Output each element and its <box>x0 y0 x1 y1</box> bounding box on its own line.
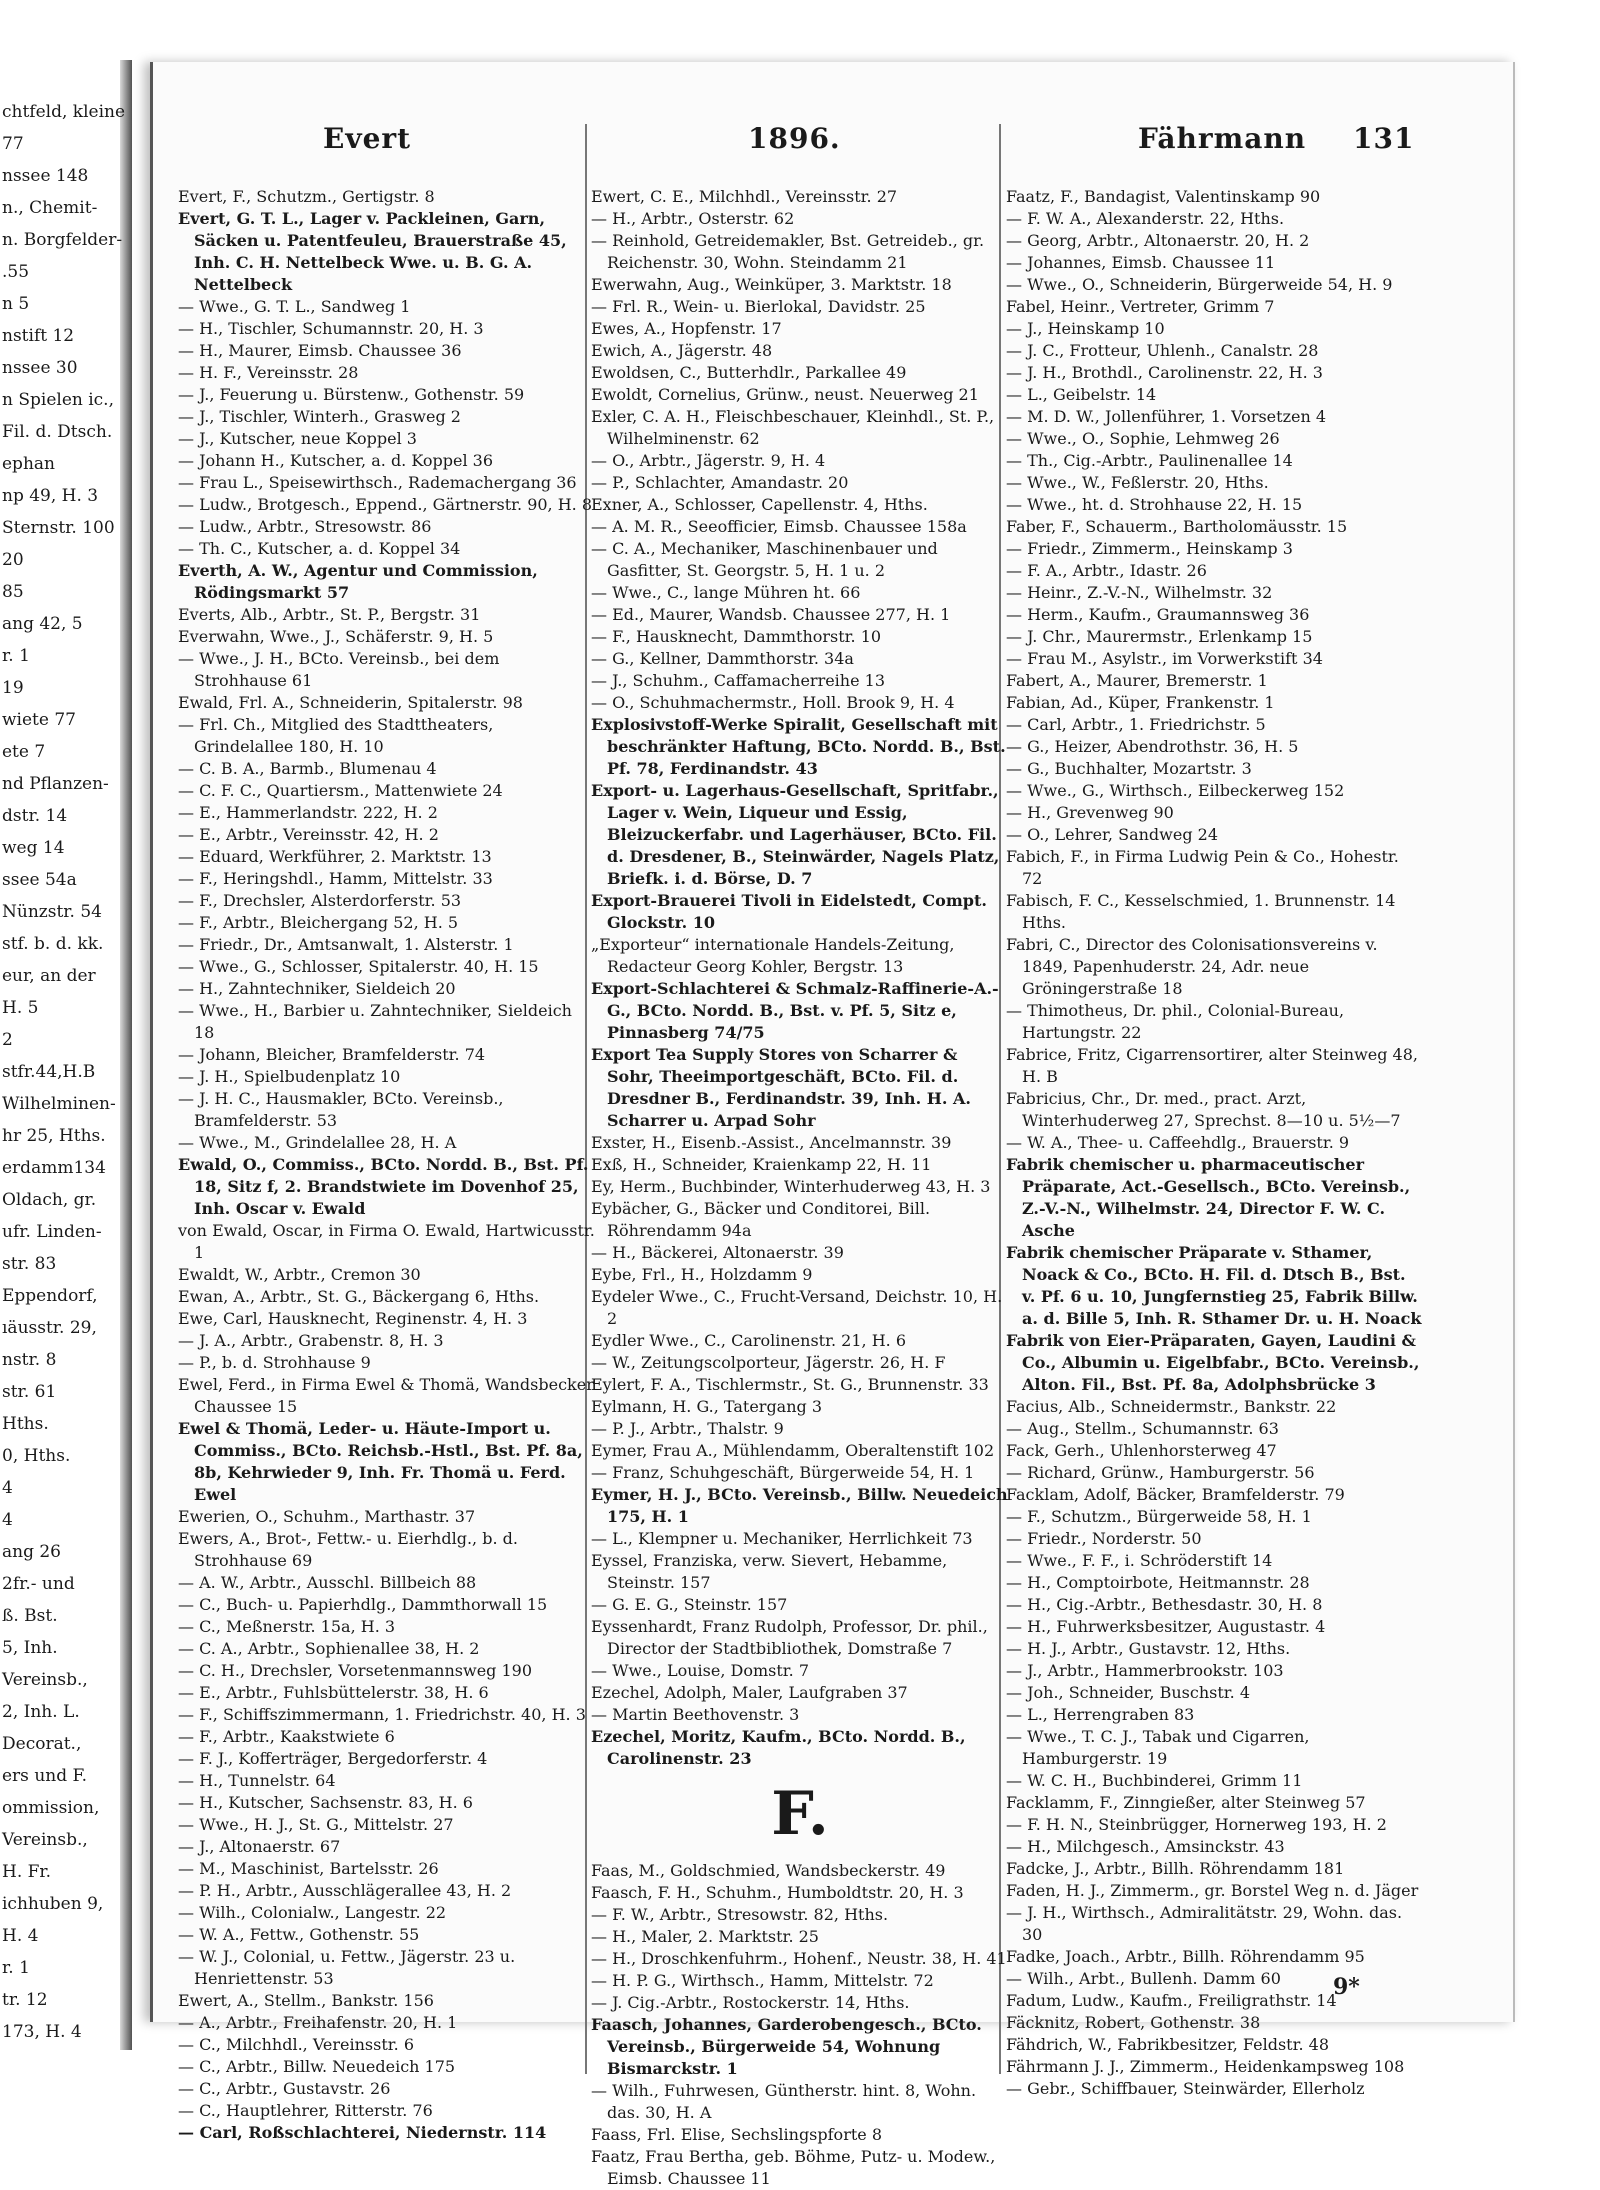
directory-entry: Eydeler Wwe., C., Frucht-Versand, Deichstr. 10, H. 2 <box>591 1287 1003 1328</box>
directory-entry: Ewich, A., Jägerstr. 48 <box>591 341 773 360</box>
facing-page-line: H. Fr. <box>2 1862 52 1882</box>
facing-page-line: Oldach, gr. <box>2 1190 97 1210</box>
directory-entry: — Wwe., F. F., i. Schröderstift 14 <box>1006 1551 1273 1570</box>
directory-entry: Eybe, Frl., H., Holzdamm 9 <box>591 1265 813 1284</box>
directory-entry: — Wilh., Fuhrwesen, Güntherstr. hint. 8, Wohn. das. 30, H. A <box>591 2081 977 2122</box>
directory-entry: — Frau L., Speisewirthsch., Rademachergang 36 <box>178 473 577 492</box>
facing-page-line: ommission, <box>2 1798 100 1818</box>
facing-page-line: ichhuben 9, <box>2 1894 104 1914</box>
directory-entry: — J., Feuerung u. Bürstenw., Gothenstr. 59 <box>178 385 525 404</box>
directory-entry: — J. H., Spielbudenplatz 10 <box>178 1067 401 1086</box>
directory-entry: Eylert, F. A., Tischlermstr., St. G., Brunnenstr. 33 <box>591 1375 989 1394</box>
directory-entry: Ey, Herm., Buchbinder, Winterhuderweg 43, H. 3 <box>591 1177 991 1196</box>
directory-entry: — F., Hausknecht, Dammthorstr. 10 <box>591 627 882 646</box>
directory-entry: — W. J., Colonial, u. Fettw., Jägerstr. 23 u. Henriettenstr. 53 <box>178 1947 516 1988</box>
directory-entry: Fadcke, J., Arbtr., Billh. Röhrendamm 181 <box>1006 1859 1345 1878</box>
facing-page-line: nssee 30 <box>2 358 78 378</box>
directory-entry: Evert, F., Schutzm., Gertigstr. 8 <box>178 187 435 206</box>
directory-entry: Ewerwahn, Aug., Weinküper, 3. Marktstr. 18 <box>591 275 952 294</box>
directory-entry: — Wwe., G. T. L., Sandweg 1 <box>178 297 411 316</box>
directory-entry: — Ed., Maurer, Wandsb. Chaussee 277, H. 1 <box>591 605 951 624</box>
directory-entry: — C., Arbtr., Gustavstr. 26 <box>178 2079 391 2098</box>
directory-entry: — H., Maurer, Eimsb. Chaussee 36 <box>178 341 462 360</box>
facing-page-line: 2fr.- und <box>2 1574 75 1594</box>
directory-entry: — J. A., Arbtr., Grabenstr. 8, H. 3 <box>178 1331 444 1350</box>
directory-entry: Faatz, Frau Bertha, geb. Böhme, Putz- u. Modew., Eimsb. Chaussee 11 <box>591 2147 996 2188</box>
directory-entry: — Frau M., Asylstr., im Vorwerkstift 34 <box>1006 649 1323 668</box>
facing-page-line: n Spielen ic., <box>2 390 114 410</box>
directory-entry: — G., Buchhalter, Mozartstr. 3 <box>1006 759 1252 778</box>
directory-entry: Fähdrich, W., Fabrikbesitzer, Feldstr. 48 <box>1006 2035 1330 2054</box>
directory-entry: Ewerien, O., Schuhm., Marthastr. 37 <box>178 1507 476 1526</box>
directory-entry: Fabian, Ad., Küper, Frankenstr. 1 <box>1006 693 1275 712</box>
facing-page-line: stf. b. d. kk. <box>2 934 104 954</box>
directory-entry: — Georg, Arbtr., Altonaerstr. 20, H. 2 <box>1006 231 1310 250</box>
facing-page-line: 4 <box>2 1478 13 1498</box>
directory-entry: — L., Klempner u. Mechaniker, Herrlichkeit 73 <box>591 1529 973 1548</box>
directory-entry: — H., Zahntechniker, Sieldeich 20 <box>178 979 456 998</box>
directory-entry: — Wwe., O., Schneiderin, Bürgerweide 54, H. 9 <box>1006 275 1393 294</box>
directory-entry: Everts, Alb., Arbtr., St. P., Bergstr. 31 <box>178 605 481 624</box>
directory-entry: Fabrik chemischer u. pharmaceutischer Präparate, Act.-Gesellsch., BCto. Vereinsb., Z.-V.-N., Wilhelmstr. 24, Director F. W. C. Asche <box>1006 1155 1411 1240</box>
directory-entry: — Ludw., Arbtr., Stresowstr. 86 <box>178 517 432 536</box>
directory-entry: Exß, H., Schneider, Kraienkamp 22, H. 11 <box>591 1155 932 1174</box>
directory-entry: „Exporteur“ internationale Handels-Zeitung, Redacteur Georg Kohler, Bergstr. 13 <box>591 935 955 976</box>
directory-entry: — Heinr., Z.-V.-N., Wilhelmstr. 32 <box>1006 583 1273 602</box>
facing-page-line: 2 <box>2 1030 13 1050</box>
facing-page-line: str. 83 <box>2 1254 57 1274</box>
directory-entry: — Eduard, Werkführer, 2. Marktstr. 13 <box>178 847 492 866</box>
facing-page-line: 20 <box>2 550 24 570</box>
directory-entry: — Friedr., Zimmerm., Heinskamp 3 <box>1006 539 1293 558</box>
facing-page-line: nstift 12 <box>2 326 75 346</box>
directory-entry: — F., Heringshdl., Hamm, Mittelstr. 33 <box>178 869 493 888</box>
directory-entry: Faber, F., Schauerm., Bartholomäusstr. 15 <box>1006 517 1348 536</box>
directory-entry: — G., Heizer, Abendrothstr. 36, H. 5 <box>1006 737 1299 756</box>
directory-entry: Fack, Gerh., Uhlenhorsterweg 47 <box>1006 1441 1277 1460</box>
directory-entry: — Wwe., G., Wirthsch., Eilbeckerweg 152 <box>1006 781 1345 800</box>
facing-page-line: ssee 54a <box>2 870 77 890</box>
section-letter: F. <box>771 1779 829 1849</box>
directory-entry: — C., Hauptlehrer, Ritterstr. 76 <box>178 2101 433 2120</box>
directory-entry: — W. C. H., Buchbinderei, Grimm 11 <box>1006 1771 1303 1790</box>
column-1 <box>178 186 596 2144</box>
directory-entry: — P. H., Arbtr., Ausschlägerallee 43, H. 2 <box>178 1881 512 1900</box>
header-left-catchword: Evert <box>323 122 412 155</box>
directory-entry: — F., Arbtr., Kaakstwiete 6 <box>178 1727 395 1746</box>
directory-entry: Fabert, A., Maurer, Bremerstr. 1 <box>1006 671 1268 690</box>
directory-entry: — Carl, Roßschlachterei, Niedernstr. 114 <box>178 2123 547 2142</box>
directory-entry: Ewaldt, W., Arbtr., Cremon 30 <box>178 1265 421 1284</box>
directory-entry: Explosivstoff-Werke Spiralit, Gesellschaft mit beschränkter Haftung, BCto. Nordd. B., Bst. Pf. 78, Ferdinandstr. 43 <box>591 715 1006 778</box>
facing-page-line: r. 1 <box>2 1958 30 1978</box>
facing-page-line: r. 1 <box>2 646 30 666</box>
directory-entry: — F., Arbtr., Bleichergang 52, H. 5 <box>178 913 459 932</box>
facing-page-line: .55 <box>2 262 30 282</box>
facing-page-line: Fil. d. Dtsch. <box>2 422 113 442</box>
directory-entry: Everth, A. W., Agentur und Commission, Rödingsmarkt 57 <box>178 561 538 602</box>
facing-page-line: ıäusstr. 29, <box>2 1318 97 1338</box>
directory-entry: — H., Cig.-Arbtr., Bethesdastr. 30, H. 8 <box>1006 1595 1323 1614</box>
directory-entry: — Johann, Bleicher, Bramfelderstr. 74 <box>178 1045 486 1064</box>
facing-page-line: stfr.44,H.B <box>2 1062 96 1082</box>
directory-entry: — Johann H., Kutscher, a. d. Koppel 36 <box>178 451 494 470</box>
directory-entry: — Gebr., Schiffbauer, Steinwärder, Ellerholz <box>1006 2079 1365 2098</box>
facing-page-line: n 5 <box>2 294 30 314</box>
facing-page-line: weg 14 <box>2 838 65 858</box>
facing-page-line: Vereinsb., <box>2 1670 88 1690</box>
directory-entry: — H., Droschkenfuhrm., Hohenf., Neustr. 38, H. 41 <box>591 1949 1007 1968</box>
directory-entry: — G., Kellner, Dammthorstr. 34a <box>591 649 854 668</box>
facing-page-line: wiete 77 <box>2 710 76 730</box>
directory-entry: Eyssel, Franziska, verw. Sievert, Hebamme, Steinstr. 157 <box>591 1551 948 1592</box>
facing-page-line: Sternstr. 100 <box>2 518 115 538</box>
directory-entry: Everwahn, Wwe., J., Schäferstr. 9, H. 5 <box>178 627 494 646</box>
header-right-catchword: Fährmann <box>1138 122 1307 155</box>
directory-entry: Ewes, A., Hopfenstr. 17 <box>591 319 782 338</box>
directory-entry: — J. Cig.-Arbtr., Rostockerstr. 14, Hths. <box>591 1993 910 2012</box>
directory-entry: — Aug., Stellm., Schumannstr. 63 <box>1006 1419 1279 1438</box>
directory-entry: Export Tea Supply Stores von Scharrer & Sohr, Theeimportgeschäft, BCto. Fil. d. Dresdner B., Ferdinandstr. 39, Inh. H. A. Scharrer u. Arpad Sohr <box>591 1045 971 1130</box>
facing-page-line: H. 5 <box>2 998 39 1018</box>
directory-entry: Eyssenhardt, Franz Rudolph, Professor, Dr. phil., Director der Stadtbibliothek, Domstraße 7 <box>591 1617 988 1658</box>
directory-entry: Ezechel, Moritz, Kaufm., BCto. Nordd. B., Carolinenstr. 23 <box>591 1727 966 1768</box>
directory-entry: Fabrice, Fritz, Cigarrensortirer, alter Steinweg 48, H. B <box>1006 1045 1418 1086</box>
directory-entry: — Friedr., Dr., Amtsanwalt, 1. Alsterstr. 1 <box>178 935 514 954</box>
directory-entry: — H. P. G., Wirthsch., Hamm, Mittelstr. 72 <box>591 1971 934 1990</box>
directory-entry: — Wwe., W., Feßlerstr. 20, Hths. <box>1006 473 1269 492</box>
directory-entry: — P., b. d. Strohhause 9 <box>178 1353 371 1372</box>
directory-entry: Fadke, Joach., Arbtr., Billh. Röhrendamm 95 <box>1006 1947 1365 1966</box>
directory-entry: Faatz, F., Bandagist, Valentinskamp 90 <box>1006 187 1321 206</box>
directory-entry: — P. J., Arbtr., Thalstr. 9 <box>591 1419 784 1438</box>
facing-page-line: Hths. <box>2 1414 49 1434</box>
directory-entry: Fabricius, Chr., Dr. med., pract. Arzt, Winterhuderweg 27, Sprechst. 8—10 u. 5½—7 <box>1006 1089 1401 1130</box>
directory-entry: — Wwe., M., Grindelallee 28, H. A <box>178 1133 457 1152</box>
running-header <box>153 122 1513 166</box>
directory-entry: — J., Heinskamp 10 <box>1006 319 1165 338</box>
directory-entry: — Herm., Kaufm., Graumannsweg 36 <box>1006 605 1310 624</box>
directory-entry: Export- u. Lagerhaus-Gesellschaft, Spritfabr., Lager v. Wein, Liqueur und Essig, Bleizuckerfabr. und Lagerhäuser, BCto. Fil. d. Dresdener, B., Steinwärder, Nagels Platz, Briefk. i. d. Börse, D. 7 <box>591 781 1000 888</box>
directory-entry: — Carl, Arbtr., 1. Friedrichstr. 5 <box>1006 715 1266 734</box>
directory-entry: Eylmann, H. G., Tatergang 3 <box>591 1397 823 1416</box>
directory-entry: Ewe, Carl, Hausknecht, Reginenstr. 4, H. 3 <box>178 1309 528 1328</box>
directory-entry: — Wwe., G., Schlosser, Spitalerstr. 40, H. 15 <box>178 957 539 976</box>
directory-entry: Ewan, A., Arbtr., St. G., Bäckergang 6, Hths. <box>178 1287 540 1306</box>
directory-entry: — J., Kutscher, neue Koppel 3 <box>178 429 417 448</box>
directory-entry: Exner, A., Schlosser, Capellenstr. 4, Hths. <box>591 495 928 514</box>
directory-entry: — Johannes, Eimsb. Chaussee 11 <box>1006 253 1276 272</box>
directory-entry: — F. A., Arbtr., Idastr. 26 <box>1006 561 1207 580</box>
directory-entry: Ewert, A., Stellm., Bankstr. 156 <box>178 1991 434 2010</box>
directory-entry: — O., Schuhmachermstr., Holl. Brook 9, H. 4 <box>591 693 955 712</box>
directory-entry: Faden, H. J., Zimmerm., gr. Borstel Weg n. d. Jäger <box>1006 1881 1419 1900</box>
directory-entry: — C., Milchhdl., Vereinsstr. 6 <box>178 2035 415 2054</box>
directory-entry: Ezechel, Adolph, Maler, Laufgraben 37 <box>591 1683 908 1702</box>
directory-entry: — Wilh., Colonialw., Langestr. 22 <box>178 1903 447 1922</box>
facing-page-line: Eppendorf, <box>2 1286 98 1306</box>
directory-entry: — H., Maler, 2. Marktstr. 25 <box>591 1927 819 1946</box>
directory-entry: — Frl. Ch., Mitglied des Stadttheaters, Grindelallee 180, H. 10 <box>178 715 494 756</box>
directory-entry: — H., Bäckerei, Altonaerstr. 39 <box>591 1243 844 1262</box>
facing-page-line: H. 4 <box>2 1926 39 1946</box>
directory-entry: — Thimotheus, Dr. phil., Colonial-Bureau, Hartungstr. 22 <box>1006 1001 1345 1042</box>
directory-entry: — A. W., Arbtr., Ausschl. Billbeich 88 <box>178 1573 477 1592</box>
directory-entry: Ewert, C. E., Milchhdl., Vereinsstr. 27 <box>591 187 898 206</box>
directory-entry: — C. H., Drechsler, Vorsetenmannsweg 190 <box>178 1661 533 1680</box>
page-edge <box>120 60 132 2050</box>
directory-entry: Fabri, C., Director des Colonisationsvereins v. 1849, Papenhuderstr. 24, Adr. neue Gröningerstraße 18 <box>1006 935 1378 998</box>
directory-entry: — Martin Beethovenstr. 3 <box>591 1705 800 1724</box>
facing-page-line: ete 7 <box>2 742 46 762</box>
directory-entry: — H. F., Vereinsstr. 28 <box>178 363 359 382</box>
directory-entry: Fabisch, F. C., Kesselschmied, 1. Brunnenstr. 14 Hths. <box>1006 891 1396 932</box>
directory-entry: Ewald, O., Commiss., BCto. Nordd. B., Bst. Pf. 18, Sitz f, 2. Brandstwiete im Dovenhof 25, Inh. Oscar v. Ewald <box>178 1155 589 1218</box>
facing-page-line: nssee 148 <box>2 166 89 186</box>
directory-entry: — H., Milchgesch., Amsinckstr. 43 <box>1006 1837 1285 1856</box>
directory-entry: — J. H., Wirthsch., Admiralitätstr. 29, Wohn. das. 30 <box>1006 1903 1403 1944</box>
facing-page-line: 5, Inh. <box>2 1638 58 1658</box>
directory-entry: — W. A., Thee- u. Caffeehdlg., Brauerstr. 9 <box>1006 1133 1350 1152</box>
directory-entry: — C. A., Arbtr., Sophienallee 38, H. 2 <box>178 1639 480 1658</box>
directory-entry: Faas, M., Goldschmied, Wandsbeckerstr. 49 <box>591 1861 946 1880</box>
directory-entry: — O., Arbtr., Jägerstr. 9, H. 4 <box>591 451 826 470</box>
directory-entry: Exler, C. A. H., Fleischbeschauer, Kleinhdl., St. P., Wilhelminenstr. 62 <box>591 407 995 448</box>
directory-entry: — Wwe., O., Sophie, Lehmweg 26 <box>1006 429 1280 448</box>
directory-entry: — J., Tischler, Winterh., Grasweg 2 <box>178 407 461 426</box>
directory-entry: — M., Maschinist, Bartelsstr. 26 <box>178 1859 439 1878</box>
facing-page-line: Wilhelminen- <box>2 1094 116 1114</box>
directory-entry: — H. J., Arbtr., Gustavstr. 12, Hths. <box>1006 1639 1291 1658</box>
signature-mark: 9* <box>1333 1974 1360 2000</box>
facing-page-line: nstr. 8 <box>2 1350 57 1370</box>
column-2 <box>591 186 1009 2190</box>
facing-page-line: ang 42, 5 <box>2 614 83 634</box>
facing-page-line: 2, Inh. L. <box>2 1702 80 1722</box>
directory-entry: Export-Schlachterei & Schmalz-Raffinerie-A.-G., BCto. Nordd. B., Bst. v. Pf. 5, Sitz e, Pinnasberg 74/75 <box>591 979 999 1042</box>
facing-page-line: np 49, H. 3 <box>2 486 99 506</box>
directory-entry: Fabich, F., in Firma Ludwig Pein & Co., Hohestr. 72 <box>1006 847 1399 888</box>
directory-entry: — J. C., Frotteur, Uhlenh., Canalstr. 28 <box>1006 341 1319 360</box>
facing-page-line: 19 <box>2 678 24 698</box>
directory-entry: Fährmann J. J., Zimmerm., Heidenkampsweg 108 <box>1006 2057 1405 2076</box>
page-number: 131 <box>1353 122 1415 155</box>
column-3 <box>1006 186 1424 2100</box>
facing-page-line: 85 <box>2 582 24 602</box>
directory-entry: — F. W., Arbtr., Stresowstr. 82, Hths. <box>591 1905 889 1924</box>
directory-entry: — Wilh., Arbt., Bullenh. Damm 60 <box>1006 1969 1281 1988</box>
directory-entry: — F. W. A., Alexanderstr. 22, Hths. <box>1006 209 1285 228</box>
directory-entry: Faass, Frl. Elise, Sechslingspforte 8 <box>591 2125 882 2144</box>
directory-entry: — Richard, Grünw., Hamburgerstr. 56 <box>1006 1463 1315 1482</box>
directory-entry: — Wwe., T. C. J., Tabak und Cigarren, Hamburgerstr. 19 <box>1006 1727 1310 1768</box>
directory-entry: — O., Lehrer, Sandweg 24 <box>1006 825 1218 844</box>
directory-entry: Fabrik chemischer Präparate v. Sthamer, Noack & Co., BCto. H. Fil. d. Dtsch B., Bst. v. Pf. 6 u. 10, Jungfernstieg 25, Fabrik Billw. a. d. Bille 5, Inh. R. Sthamer Dr. u. H. Noack <box>1006 1243 1422 1328</box>
directory-entry: — J., Altonaerstr. 67 <box>178 1837 341 1856</box>
facing-page-line: ufr. Linden- <box>2 1222 102 1242</box>
facing-page-line: erdamm134 <box>2 1158 106 1178</box>
directory-entry: — J. H. C., Hausmakler, BCto. Vereinsb., Bramfelderstr. 53 <box>178 1089 504 1130</box>
directory-entry: — H., Arbtr., Osterstr. 62 <box>591 209 795 228</box>
directory-entry: — Franz, Schuhgeschäft, Bürgerweide 54, H. 1 <box>591 1463 975 1482</box>
directory-entry: — M. D. W., Jollenführer, 1. Vorsetzen 4 <box>1006 407 1327 426</box>
directory-entry: Eymer, H. J., BCto. Vereinsb., Billw. Neuedeich 175, H. 1 <box>591 1485 1008 1526</box>
directory-entry: — C. F. C., Quartiersm., Mattenwiete 24 <box>178 781 503 800</box>
facing-page-line: Vereinsb., <box>2 1830 88 1850</box>
directory-entry: — Wwe., ht. d. Strohhause 22, H. 15 <box>1006 495 1303 514</box>
directory-entry: Faasch, Johannes, Garderobengesch., BCto. Vereinsb., Bürgerweide 54, Wohnung Bismarckstr. 1 <box>591 2015 982 2078</box>
directory-entry: — Wwe., H. J., St. G., Mittelstr. 27 <box>178 1815 454 1834</box>
directory-entry: — A. M. R., Seeofficier, Eimsb. Chaussee 158a <box>591 517 967 536</box>
directory-entry: — C., Arbtr., Billw. Neuedeich 175 <box>178 2057 456 2076</box>
directory-entry: — Frl. R., Wein- u. Bierlokal, Davidstr. 25 <box>591 297 926 316</box>
directory-entry: Fabrik von Eier-Präparaten, Gayen, Laudini & Co., Albumin u. Eigelbfabr., BCto. Vereinsb., Alton. Fil., Bst. Pf. 8a, Adolphsbrücke 3 <box>1006 1331 1420 1394</box>
directory-entry: — Reinhold, Getreidemakler, Bst. Getreideb., gr. Reichenstr. 30, Wohn. Steindamm 21 <box>591 231 985 272</box>
directory-entry: — H., Comptoirbote, Heitmannstr. 28 <box>1006 1573 1310 1592</box>
directory-entry: — L., Herrengraben 83 <box>1006 1705 1195 1724</box>
facing-page-line: hr 25, Hths. <box>2 1126 106 1146</box>
directory-entry: — F., Schiffszimmermann, 1. Friedrichstr. 40, H. 3 <box>178 1705 586 1724</box>
directory-entry: Ewel & Thomä, Leder- u. Häute-Import u. Commiss., BCto. Reichsb.-Hstl., Bst. Pf. 8a, 8b, Kehrwieder 9, Inh. Fr. Thomä u. Ferd. Ewel <box>178 1419 583 1504</box>
directory-entry: Facklamm, F., Zinngießer, alter Steinweg 57 <box>1006 1793 1366 1812</box>
directory-entry: Fadum, Ludw., Kaufm., Freiligrathstr. 14 <box>1006 1991 1337 2010</box>
directory-entry: — Wwe., J. H., BCto. Vereinsb., bei dem Strohhause 61 <box>178 649 500 690</box>
directory-entry: — Th., Cig.-Arbtr., Paulinenallee 14 <box>1006 451 1293 470</box>
directory-entry: Facklam, Adolf, Bäcker, Bramfelderstr. 79 <box>1006 1485 1345 1504</box>
directory-entry: — F., Schutzm., Bürgerweide 58, H. 1 <box>1006 1507 1312 1526</box>
directory-entry: — E., Arbtr., Vereinsstr. 42, H. 2 <box>178 825 439 844</box>
directory-entry: — C., Meßnerstr. 15a, H. 3 <box>178 1617 396 1636</box>
directory-entry: — F. H. N., Steinbrügger, Hornerweg 193, H. 2 <box>1006 1815 1387 1834</box>
facing-page-line: 0, Hths. <box>2 1446 71 1466</box>
directory-entry: — Th. C., Kutscher, a. d. Koppel 34 <box>178 539 461 558</box>
directory-entry: Fabel, Heinr., Vertreter, Grimm 7 <box>1006 297 1275 316</box>
facing-page-line: ang 26 <box>2 1542 62 1562</box>
facing-page-fragment <box>0 0 132 2177</box>
directory-entry: Ewers, A., Brot-, Fettw.- u. Eierhdlg., b. d. Strohhause 69 <box>178 1529 518 1570</box>
facing-page-line: ephan <box>2 454 55 474</box>
directory-entry: Evert, G. T. L., Lager v. Packleinen, Garn, Säcken u. Patentfeuleu, Brauerstraße 45, Inh. C. H. Nettelbeck Wwe. u. B. G. A. Nettelbeck <box>178 209 567 294</box>
facing-page-line: 77 <box>2 134 24 154</box>
directory-entry: — J. H., Brothdl., Carolinenstr. 22, H. 3 <box>1006 363 1323 382</box>
directory-entry: Eybächer, G., Bäcker und Conditorei, Bill. Röhrendamm 94a <box>591 1199 931 1240</box>
directory-entry: — J., Schuhm., Caffamacherreihe 13 <box>591 671 886 690</box>
facing-page-line: ß. Bst. <box>2 1606 58 1626</box>
facing-page-line: n., Chemit- <box>2 198 98 218</box>
directory-entry: — Wwe., C., lange Mühren ht. 66 <box>591 583 861 602</box>
directory-entry: — F. J., Kofferträger, Bergedorferstr. 4 <box>178 1749 488 1768</box>
directory-entry: Eymer, Frau A., Mühlendamm, Oberaltenstift 102 <box>591 1441 995 1460</box>
directory-entry: — H., Grevenweg 90 <box>1006 803 1174 822</box>
facing-page-line: chtfeld, kleine <box>2 102 126 122</box>
directory-entry: — Wwe., Louise, Domstr. 7 <box>591 1661 809 1680</box>
facing-page-line: tr. 12 <box>2 1990 48 2010</box>
directory-entry: — F., Drechsler, Alsterdorferstr. 53 <box>178 891 462 910</box>
facing-page-line: 4 <box>2 1510 13 1530</box>
directory-entry: Fäcknitz, Robert, Gothenstr. 38 <box>1006 2013 1261 2032</box>
facing-page-line: eur, an der <box>2 966 96 986</box>
directory-entry: Faasch, F. H., Schuhm., Humboldtstr. 20, H. 3 <box>591 1883 964 1902</box>
facing-page-line: n. Borgfelder- <box>2 230 123 250</box>
directory-entry: — C. B. A., Barmb., Blumenau 4 <box>178 759 437 778</box>
directory-entry: — H., Tischler, Schumannstr. 20, H. 3 <box>178 319 484 338</box>
directory-entry: — P., Schlachter, Amandastr. 20 <box>591 473 849 492</box>
facing-page-line: ers und F. <box>2 1766 88 1786</box>
directory-entry: Export-Brauerei Tivoli in Eidelstedt, Compt. Glockstr. 10 <box>591 891 987 932</box>
directory-entry: Ewel, Ferd., in Firma Ewel & Thomä, Wandsbecker Chaussee 15 <box>178 1375 594 1416</box>
directory-entry: — Wwe., H., Barbier u. Zahntechniker, Sieldeich 18 <box>178 1001 572 1042</box>
directory-entry: — H., Fuhrwerksbesitzer, Augustastr. 4 <box>1006 1617 1326 1636</box>
directory-entry: Ewoldt, Cornelius, Grünw., neust. Neuerweg 21 <box>591 385 979 404</box>
facing-page-line: dstr. 14 <box>2 806 68 826</box>
directory-entry: Facius, Alb., Schneidermstr., Bankstr. 22 <box>1006 1397 1337 1416</box>
directory-entry: — C., Buch- u. Papierhdlg., Dammthorwall 15 <box>178 1595 548 1614</box>
directory-entry: — E., Arbtr., Fuhlsbüttelerstr. 38, H. 6 <box>178 1683 489 1702</box>
directory-page <box>150 62 1515 2188</box>
directory-entry: Ewoldsen, C., Butterhdlr., Parkallee 49 <box>591 363 907 382</box>
directory-entry: — J. Chr., Maurermstr., Erlenkamp 15 <box>1006 627 1313 646</box>
directory-entry: Exster, H., Eisenb.-Assist., Ancelmannstr. 39 <box>591 1133 952 1152</box>
directory-entry: — G. E. G., Steinstr. 157 <box>591 1595 788 1614</box>
directory-entry: — A., Arbtr., Freihafenstr. 20, H. 1 <box>178 2013 458 2032</box>
facing-page-line: str. 61 <box>2 1382 57 1402</box>
directory-entry: — H., Kutscher, Sachsenstr. 83, H. 6 <box>178 1793 473 1812</box>
directory-entry: — W., Zeitungscolporteur, Jägerstr. 26, H. F <box>591 1353 946 1372</box>
directory-entry: von Ewald, Oscar, in Firma O. Ewald, Hartwicusstr. 1 <box>178 1221 595 1262</box>
directory-entry: — H., Tunnelstr. 64 <box>178 1771 336 1790</box>
facing-page-line: 173, H. 4 <box>2 2022 82 2042</box>
directory-entry: Ewald, Frl. A., Schneiderin, Spitalerstr. 98 <box>178 693 523 712</box>
directory-entry: — Friedr., Norderstr. 50 <box>1006 1529 1202 1548</box>
facing-page-line: nd Pflanzen- <box>2 774 109 794</box>
directory-entry: — J., Arbtr., Hammerbrookstr. 103 <box>1006 1661 1284 1680</box>
directory-entry: Eydler Wwe., C., Carolinenstr. 21, H. 6 <box>591 1331 906 1350</box>
directory-entry: — C. A., Mechaniker, Maschinenbauer und Gasfitter, St. Georgstr. 5, H. 1 u. 2 <box>591 539 938 580</box>
directory-entry: — Joh., Schneider, Buschstr. 4 <box>1006 1683 1251 1702</box>
facing-page-line: Nünzstr. 54 <box>2 902 102 922</box>
facing-page-line: Decorat., <box>2 1734 82 1754</box>
directory-entry: — L., Geibelstr. 14 <box>1006 385 1157 404</box>
directory-entry: — W. A., Fettw., Gothenstr. 55 <box>178 1925 420 1944</box>
directory-entry: — E., Hammerlandstr. 222, H. 2 <box>178 803 438 822</box>
directory-entry: — Ludw., Brotgesch., Eppend., Gärtnerstr. 90, H. 8 <box>178 495 593 514</box>
header-year: 1896. <box>748 122 841 155</box>
